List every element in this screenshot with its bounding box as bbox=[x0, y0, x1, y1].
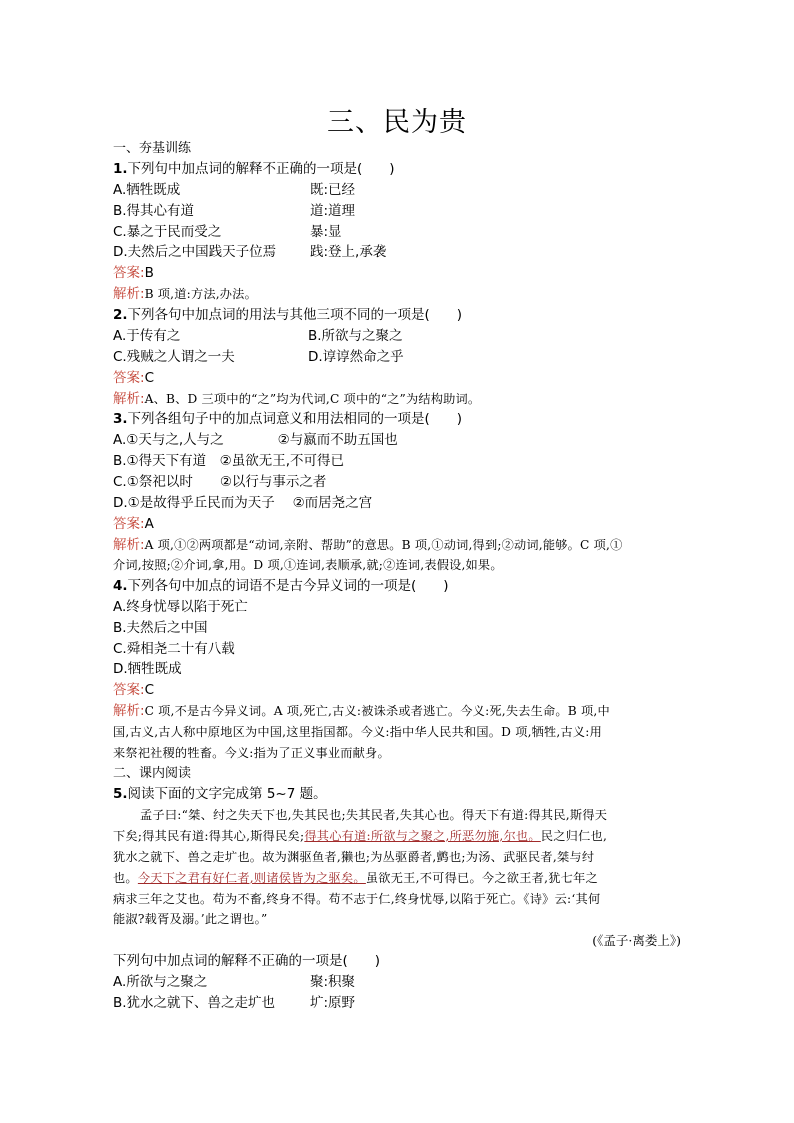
question-1-option-c bbox=[113, 223, 342, 241]
explanation-text: B 项,道:方法,办法。 bbox=[144, 287, 257, 301]
explanation-text: A、B、D 三项中的“之”均为代词,C 项中的“之”为结构助词。 bbox=[144, 392, 481, 406]
explanation-label: 解析: bbox=[113, 286, 145, 302]
question-4-answer bbox=[113, 681, 154, 699]
option-text: A.所欲与之聚之 bbox=[113, 974, 208, 990]
question-1-option-d bbox=[113, 243, 387, 261]
question-3-explanation-line-2: 介词,按照;②介词,拿,用。D 项,①连词,表顺承,就;②连词,表假设,如果。 bbox=[113, 558, 503, 572]
option-b: B.所欲与之聚之 bbox=[308, 328, 403, 344]
passage-segment: 虽欲无王,不可得已。今之欲王者,犹七年之 bbox=[365, 871, 598, 885]
question-2-options-row-2 bbox=[113, 348, 404, 366]
passage-line-3: 犹水之就下、兽之走圹也。故为渊驱鱼者,獭也;为丛驱爵者,鹯也;为汤、武驱民者,桀与纣 bbox=[113, 850, 595, 864]
passage-line-2 bbox=[113, 827, 607, 845]
question-1-stem bbox=[113, 160, 395, 178]
option-d: D.谆谆然命之乎 bbox=[308, 349, 404, 365]
answer-value: A bbox=[144, 516, 154, 532]
answer-label: 答案: bbox=[113, 516, 145, 532]
answer-value: C bbox=[144, 370, 154, 386]
answer-label: 答案: bbox=[113, 682, 145, 698]
option-a: A.于传有之 bbox=[113, 328, 181, 344]
option-text: A.牺牲既成 bbox=[113, 182, 181, 198]
question-4-option-c: C.舜相尧二十有八载 bbox=[113, 641, 235, 657]
question-3-option-a: A.①天与之,人与之 ②与嬴而不助五国也 bbox=[113, 432, 398, 448]
question-4-explanation-line-1 bbox=[113, 702, 610, 720]
question-1-explanation bbox=[113, 285, 257, 303]
question-5-option-b bbox=[113, 994, 356, 1012]
option-gloss: 既:已经 bbox=[310, 182, 356, 198]
passage-source: (《孟子·离娄上》) bbox=[592, 933, 681, 948]
passage-line-6: 能淑?载胥及溺。’此之谓也。” bbox=[113, 912, 268, 926]
section-heading-foundation: 一、夯基训练 bbox=[113, 141, 192, 156]
question-1-option-b bbox=[113, 202, 356, 220]
answer-value: B bbox=[144, 265, 154, 281]
question-3-option-c: C.①祭祀以时 ②以行与事示之者 bbox=[113, 474, 327, 490]
question-4-text: 下列各句中加点的词语不是古今异义词的一项是( ) bbox=[127, 578, 449, 594]
explanation-text: A 项,①②两项都是“动词,亲附、帮助”的意思。B 项,①动词,得到;②动词,能够。C 项,① bbox=[144, 538, 623, 552]
option-gloss: 道:道理 bbox=[310, 203, 356, 219]
question-3-explanation-line-1 bbox=[113, 536, 622, 554]
option-c: C.残贼之人谓之一夫 bbox=[113, 349, 235, 365]
question-5-option-a bbox=[113, 973, 356, 991]
option-gloss: 圹:原野 bbox=[310, 995, 356, 1011]
option-text: B.得其心有道 bbox=[113, 203, 195, 219]
question-5-number: 5. bbox=[113, 786, 128, 802]
question-5-sub-stem: 下列句中加点词的解释不正确的一项是( ) bbox=[113, 953, 381, 969]
question-3-option-b: B.①得天下有道 ②虽欲无王,不可得已 bbox=[113, 453, 345, 469]
answer-label: 答案: bbox=[113, 265, 145, 281]
question-4-number: 4. bbox=[113, 578, 128, 594]
question-2-answer bbox=[113, 369, 154, 387]
question-3-option-d: D.①是故得乎丘民而为天子 ②而居尧之宫 bbox=[113, 495, 373, 511]
passage-line-1: 孟子曰:“桀、纣之失天下也,失其民也;失其民者,失其心也。得天下有道:得其民,斯得天 bbox=[140, 808, 608, 822]
question-2-explanation bbox=[113, 390, 480, 408]
question-2-options-row-1 bbox=[113, 327, 403, 345]
page-title: 三、民为贵 bbox=[327, 107, 467, 138]
question-4-option-d: D.牺牲既成 bbox=[113, 661, 182, 677]
passage-segment: 也。 bbox=[113, 871, 138, 885]
option-text: D.夫然后之中国践天子位焉 bbox=[113, 244, 277, 260]
question-5-stem bbox=[113, 785, 327, 803]
question-3-stem bbox=[113, 410, 462, 428]
question-2-stem bbox=[113, 306, 462, 324]
question-1-number: 1. bbox=[113, 161, 128, 177]
answer-label: 答案: bbox=[113, 370, 145, 386]
option-gloss: 聚:积聚 bbox=[310, 974, 356, 990]
passage-line-4 bbox=[113, 869, 598, 887]
question-4-explanation-line-3: 来祭祀社稷的牲畜。今义:指为了正义事业而献身。 bbox=[113, 746, 390, 760]
question-4-option-a: A.终身忧辱以陷于死亡 bbox=[113, 599, 248, 615]
question-3-answer bbox=[113, 515, 154, 533]
section-heading-reading: 二、课内阅读 bbox=[113, 766, 192, 781]
question-1-text: 下列句中加点词的解释不正确的一项是( ) bbox=[127, 161, 395, 177]
question-4-stem bbox=[113, 577, 449, 595]
question-3-number: 3. bbox=[113, 411, 128, 427]
passage-underlined-segment: 得其心有道:所欲与之聚之,所恶勿施,尔也。 bbox=[304, 829, 541, 843]
passage-line-5: 病求三年之艾也。苟为不畜,终身不得。苟不志于仁,终身忧辱,以陷于死亡。《诗》云:‘其何 bbox=[113, 892, 601, 906]
question-1-answer bbox=[113, 264, 154, 282]
question-5-text: 阅读下面的文字完成第 5~7 题。 bbox=[127, 786, 327, 802]
question-4-option-b: B.夫然后之中国 bbox=[113, 620, 208, 636]
option-text: B.犹水之就下、兽之走圹也 bbox=[113, 995, 276, 1011]
answer-value: C bbox=[144, 682, 154, 698]
question-1-option-a bbox=[113, 181, 356, 199]
option-gloss: 暴:显 bbox=[310, 224, 342, 240]
explanation-text: C 项,不是古今异义词。A 项,死亡,古义:被诛杀或者逃亡。今义:死,失去生命。B 项,中 bbox=[144, 704, 610, 718]
question-3-text: 下列各组句子中的加点词意义和用法相同的一项是( ) bbox=[127, 411, 463, 427]
passage-segment: 民之归仁也, bbox=[540, 829, 608, 843]
explanation-label: 解析: bbox=[113, 391, 145, 407]
explanation-label: 解析: bbox=[113, 703, 145, 719]
passage-segment: 下矣;得其民有道:得其心,斯得民矣; bbox=[113, 829, 305, 843]
question-2-text: 下列各句中加点词的用法与其他三项不同的一项是( ) bbox=[127, 307, 463, 323]
question-4-explanation-line-2: 国,古义,古人称中原地区为中国,这里指国都。今义:指中华人民共和国。D 项,牺牲,古义:用 bbox=[113, 725, 602, 739]
option-gloss: 践:登上,承袭 bbox=[310, 244, 387, 260]
question-2-number: 2. bbox=[113, 307, 128, 323]
passage-underlined-segment: 今天下之君有好仁者,则诸侯皆为之驱矣。 bbox=[137, 871, 366, 885]
explanation-label: 解析: bbox=[113, 537, 145, 553]
option-text: C.暴之于民而受之 bbox=[113, 224, 222, 240]
